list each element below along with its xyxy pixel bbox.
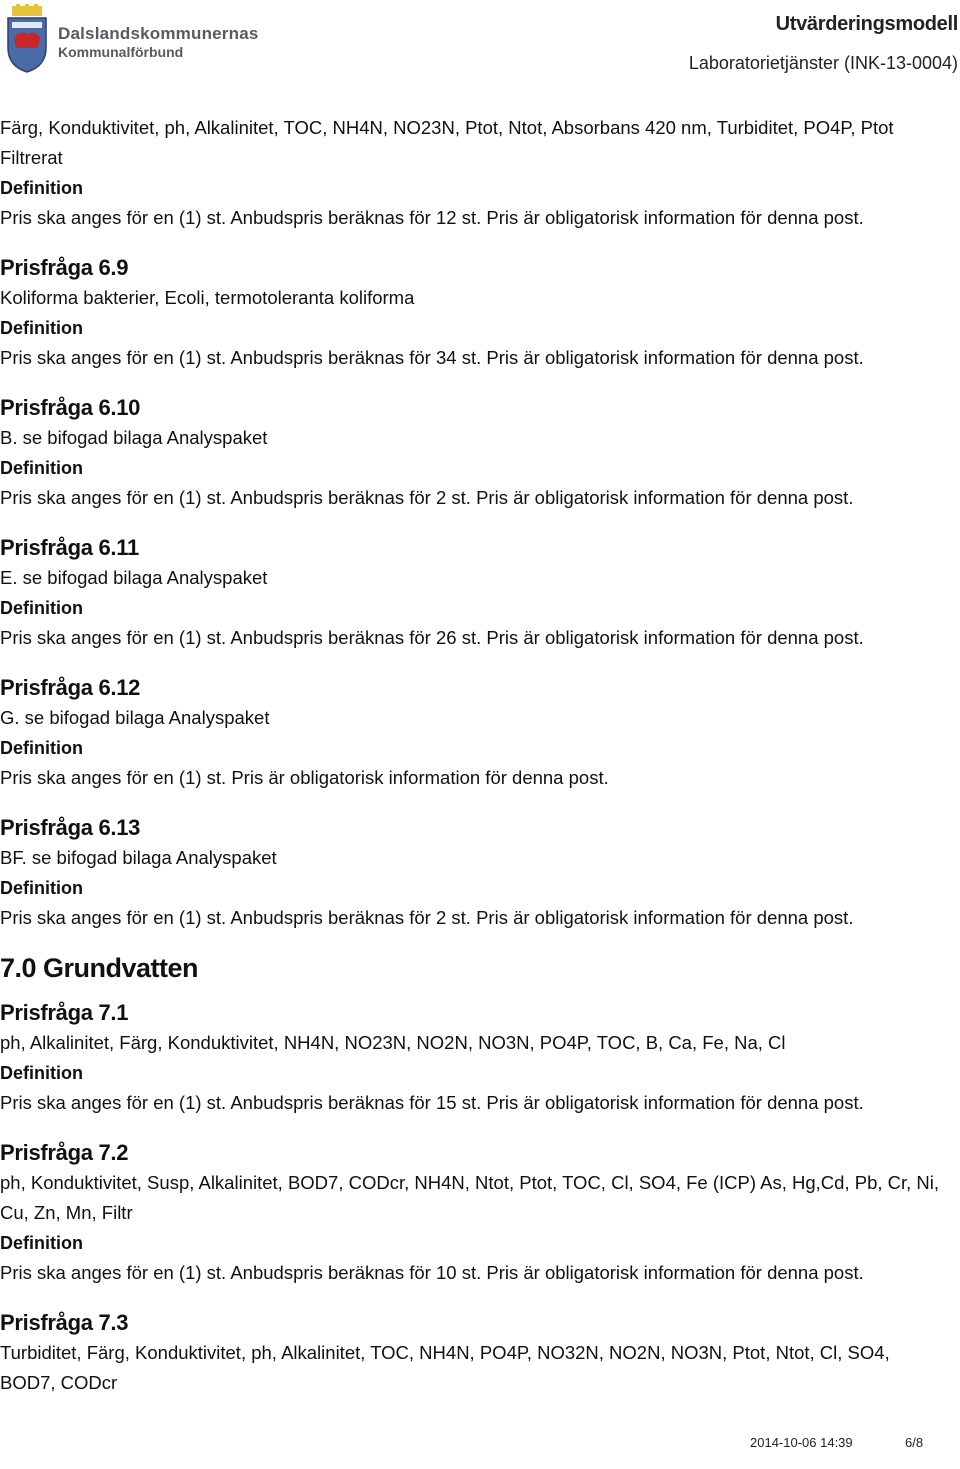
price-note: Pris ska anges för en (1) st. Anbudspris beräknas för 34 st. Pris är obligatorisk information för denna post. [0,347,864,368]
definition-label: Definition [0,318,83,338]
price-note: Pris ska anges för en (1) st. Pris är obligatorisk information för denna post. [0,767,609,788]
footer-page-number: 6/8 [905,1435,924,1450]
price-note: Pris ska anges för en (1) st. Anbudspris beräknas för 10 st. Pris är obligatorisk information för denna post. [0,1262,864,1283]
section-title: 7.0 Grundvatten [0,953,199,983]
question-block [0,1308,960,1398]
question-block [0,998,960,1118]
question-block [0,813,960,933]
definition-label: Definition [0,598,83,618]
question-text: BF. se bifogad bilaga Analyspaket [0,847,277,868]
coat-of-arms-icon [4,4,50,74]
question-title: Prisfråga 7.1 [0,1000,129,1025]
organization-logo [4,4,264,74]
definition-label: Definition [0,1063,83,1083]
price-note: Pris ska anges för en (1) st. Anbudspris beräknas för 12 st. Pris är obligatorisk information för denna post. [0,207,864,228]
question-text: ph, Konduktivitet, Susp, Alkalinitet, BOD7, CODcr, NH4N, Ntot, Ptot, TOC, Cl, SO4, Fe (ICP) As, Hg,Cd, Pb, Cr, Ni, Cu, Zn, Mn, Filtr [0,1172,940,1223]
price-note: Pris ska anges för en (1) st. Anbudspris beräknas för 15 st. Pris är obligatorisk information för denna post. [0,1092,864,1113]
price-note: Pris ska anges för en (1) st. Anbudspris beräknas för 2 st. Pris är obligatorisk information för denna post. [0,487,854,508]
question-text: G. se bifogad bilaga Analyspaket [0,707,270,728]
question-block [0,673,960,793]
question-title: Prisfråga 7.2 [0,1140,129,1165]
definition-label: Definition [0,878,83,898]
question-title: Prisfråga 7.3 [0,1310,129,1335]
question-title: Prisfråga 6.12 [0,675,141,700]
definition-label: Definition [0,458,83,478]
question-title: Prisfråga 6.11 [0,535,139,560]
intro-block [0,113,960,233]
question-text: E. se bifogad bilaga Analyspaket [0,567,268,588]
organization-subtitle: Kommunalförbund [58,44,184,60]
question-block [0,533,960,653]
question-text: ph, Alkalinitet, Färg, Konduktivitet, NH4N, NO23N, NO2N, NO3N, PO4P, TOC, B, Ca, Fe, Na, Cl [0,1032,786,1053]
question-block [0,1138,960,1288]
definition-label: Definition [0,1233,83,1253]
question-text: Färg, Konduktivitet, ph, Alkalinitet, TOC, NH4N, NO23N, Ptot, Ntot, Absorbans 420 nm, Turbiditet, PO4P, Ptot Filtrerat [0,117,894,168]
price-note: Pris ska anges för en (1) st. Anbudspris beräknas för 26 st. Pris är obligatorisk information för denna post. [0,627,864,648]
definition-label: Definition [0,178,83,198]
page-header [0,0,960,86]
question-text: Koliforma bakterier, Ecoli, termotoleranta koliforma [0,287,415,308]
document-title: Utvärderingsmodell [775,13,958,35]
document-body [0,113,960,1398]
organization-name: Dalslandskommunernas [58,24,259,43]
definition-label: Definition [0,738,83,758]
footer-datetime: 2014-10-06 14:39 [750,1435,853,1450]
question-text: Turbiditet, Färg, Konduktivitet, ph, Alkalinitet, TOC, NH4N, PO4P, NO32N, NO2N, NO3N, Ptot, Ntot, Cl, SO4, BOD7, CODcr [0,1342,890,1393]
price-note: Pris ska anges för en (1) st. Anbudspris beräknas för 2 st. Pris är obligatorisk information för denna post. [0,907,854,928]
question-title: Prisfråga 6.10 [0,395,141,420]
document-subtitle: Laboratorietjänster (INK-13-0004) [688,53,958,73]
question-block [0,253,960,373]
question-title: Prisfråga 6.9 [0,255,129,280]
question-title: Prisfråga 6.13 [0,815,141,840]
question-text: B. se bifogad bilaga Analyspaket [0,427,268,448]
question-block [0,393,960,513]
